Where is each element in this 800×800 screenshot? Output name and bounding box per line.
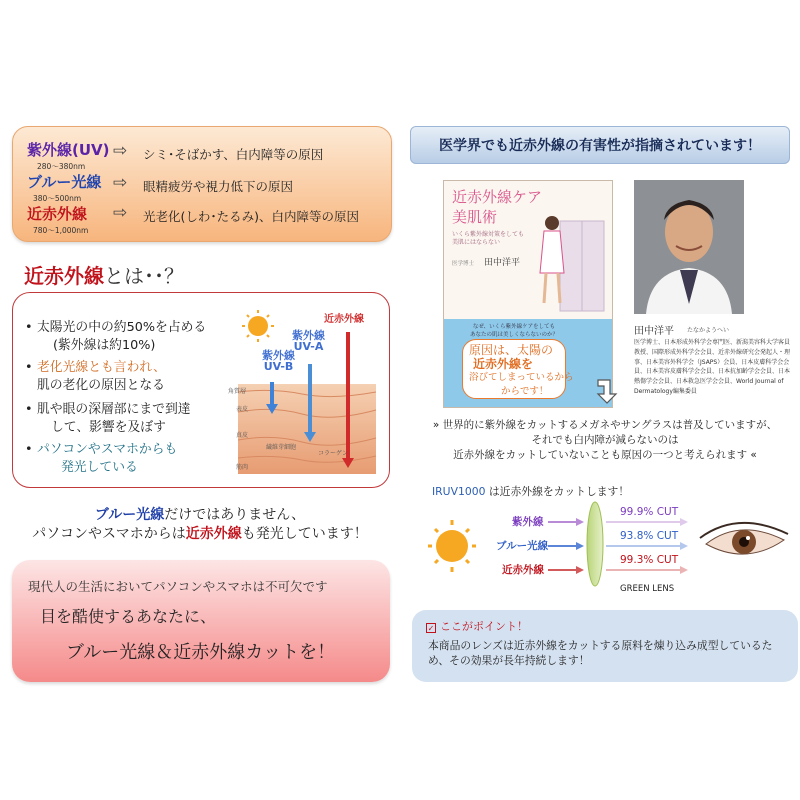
book-tagline [470, 323, 558, 339]
uvb-label: 紫外線 UV-B [262, 349, 295, 373]
book-tagline-line: あなたの肌は美しくならないのか？ [470, 332, 559, 338]
quote-line: » 世界的に紫外線をカットするメガネやサングラスは普及していますが、 [432, 419, 778, 431]
key-point-heading [426, 618, 528, 634]
bubble-line: 原因は、太陽の [469, 343, 554, 357]
statement-text: も発光しています！ [241, 526, 368, 542]
nir-cut-rate: 99.3% CUT [620, 554, 679, 566]
blue-light-range: 380～500nm [33, 194, 82, 203]
arrow-icon: ⇨ [113, 203, 128, 223]
cta-line-2: 目を酷使するあなたに、 [40, 607, 217, 626]
bullet-line: 老化光線とも言われ、 [37, 360, 166, 375]
arrow-icon: ⇨ [113, 141, 128, 161]
doctor-bio: 医学博士、日本形成外科学会専門医、新潟美容科大学客員教授、国際形成外科学会会員、近赤外線研究会発起人・理事、日本美容外科学会（JSAPS）会員、日本皮膚科学会会員、日本美容皮膚科学会会員、日本抗加齢学会会員、日本熱傷学会会員、日本救急医学会会員、World Journal of Dermatology編集委員 [634, 339, 791, 395]
uv-effect: シミ･そばかす、白内障等の原因 [143, 147, 324, 162]
blue-arrow-icon [548, 542, 584, 550]
blue-row-label: ブルー光線 [496, 540, 549, 552]
green-lens [587, 502, 603, 586]
nir-row-label: 近赤外線 [502, 564, 544, 576]
nir-row [27, 203, 88, 236]
bullet-icon: • [25, 402, 33, 417]
nir-arrow-icon [548, 566, 584, 574]
nir-range: 780～1,000nm [33, 226, 89, 235]
book-author-role: 医学博士 [452, 261, 475, 267]
arrow-icon: ⇨ [113, 173, 128, 193]
nir-highlight: 近赤外線 [185, 526, 242, 542]
book-title-line: 近赤外線ケア [452, 188, 543, 206]
nir-heading-red: 近赤外線 [24, 264, 104, 288]
wavelength-summary-box [12, 126, 392, 242]
nir-heading [24, 260, 184, 289]
nir-label: 近赤外線 [324, 314, 364, 325]
uva-label: 紫外線 UV-A [292, 329, 325, 353]
muscle-label: 筋肉 [236, 464, 249, 471]
book-speech-bubble [462, 339, 574, 399]
epidermis-label: 表皮 [236, 406, 249, 413]
book-subtitle-line: いくら紫外線対策をしても [452, 231, 525, 238]
right-header: 医学界でも近赤外線の有害性が指摘されています！ [410, 126, 790, 164]
bubble-line: からです！ [501, 386, 549, 397]
uv-arrow-icon [548, 518, 584, 526]
bullet-line: 太陽光の中の約50%を占める [37, 320, 207, 335]
book-subtitle-line: 美肌にはならない [452, 239, 501, 246]
bullet-line: して、影響を及ぼす [51, 420, 166, 435]
blue-cut-rate: 93.8% CUT [620, 530, 679, 542]
bullet-icon: • [25, 360, 33, 375]
key-point-title: ここがポイント！ [440, 620, 528, 633]
woman-illustration [530, 203, 610, 323]
bullet-icon: • [25, 320, 33, 335]
book-author: 田中洋平 [484, 258, 521, 268]
emission-statement [0, 506, 400, 544]
eye-icon [700, 523, 788, 554]
blue-light-row [27, 171, 101, 204]
quote-line: それでも白内障が減らないのは [531, 434, 679, 446]
blue-light-name: ブルー光線 [27, 173, 102, 191]
bubble-line: 浴びてしまっているから [469, 372, 574, 383]
cta-line-3: ブルー光線＆近赤外線カットを！ [66, 642, 336, 663]
statement-text: パソコンやスマホからは [32, 526, 186, 542]
bullet-line: (紫外線は約10%) [53, 338, 156, 353]
book-title [452, 187, 542, 227]
cta-line-1: 現代人の生活においてパソコンやスマホは不可欠です [28, 579, 328, 594]
uv-range: 280～380nm [37, 162, 86, 171]
book-cover [443, 180, 613, 408]
uv-cut-rate: 99.9% CUT [620, 506, 679, 518]
uv-row [27, 139, 110, 172]
doctor-portrait [634, 180, 744, 314]
nir-name: 近赤外線 [27, 205, 88, 223]
bullet-item [25, 401, 191, 437]
checkbox-icon: ✓ [427, 624, 435, 633]
bullet-item [25, 359, 166, 395]
sun-icon [242, 310, 274, 342]
blue-light-effect: 眼精疲労や視力低下の原因 [143, 179, 294, 194]
book-title-line: 美肌術 [452, 208, 498, 226]
doctor-photo [634, 180, 744, 314]
dermis-label: 真皮 [236, 432, 249, 439]
bullet-line: 肌の老化の原因となる [37, 378, 165, 393]
lens-cut-diagram [428, 500, 800, 592]
sun-icon [428, 520, 476, 572]
bullet-item [25, 319, 207, 355]
uv-row-label: 紫外線 [512, 516, 544, 528]
bullet-item [25, 441, 178, 477]
iruv-heading [432, 484, 629, 499]
iruv-heading-text: は近赤外線をカットします！ [485, 485, 630, 498]
quote-line: 近赤外線をカットしていないことも原因の一つと考えられます « [453, 449, 757, 461]
stratum-corneum-label: 角質層 [228, 388, 247, 395]
statement-text: だけではありません、 [164, 507, 306, 523]
book-subtitle [452, 231, 524, 247]
bullet-icon: • [25, 442, 33, 457]
bullet-line: 発光している [61, 460, 138, 475]
bubble-line: 近赤外線を [473, 357, 534, 371]
fibroblast-label: 繊維芽細胞 [266, 444, 297, 451]
cataract-quote [410, 418, 800, 463]
down-arrow-icon [596, 378, 618, 404]
green-lens-label: GREEN LENS [620, 584, 675, 594]
skin-penetration-illustration [228, 308, 380, 480]
doctor-name-kana: たなかようへい [687, 327, 730, 334]
nir-effect: 光老化(しわ･たるみ)、白内障等の原因 [143, 209, 360, 224]
nir-heading-rest: とは･･？ [104, 264, 184, 288]
key-point-body: 本商品のレンズは近赤外線をカットする原料を煉り込み成型しているため、その効果が長年持続します！ [428, 639, 773, 667]
blue-light-highlight: ブルー光線 [94, 507, 165, 523]
bullet-line: 肌や眼の深層部にまで到達 [37, 402, 191, 417]
product-model: IRUV1000 [432, 485, 486, 498]
bullet-line: パソコンやスマホからも [37, 442, 178, 457]
doctor-name: 田中洋平 [634, 326, 674, 337]
book-tagline-line: なぜ、いくら紫外線ケアをしても [472, 324, 556, 330]
uv-name: 紫外線(UV) [27, 141, 110, 159]
collagen-label: コラーゲン [318, 450, 348, 457]
